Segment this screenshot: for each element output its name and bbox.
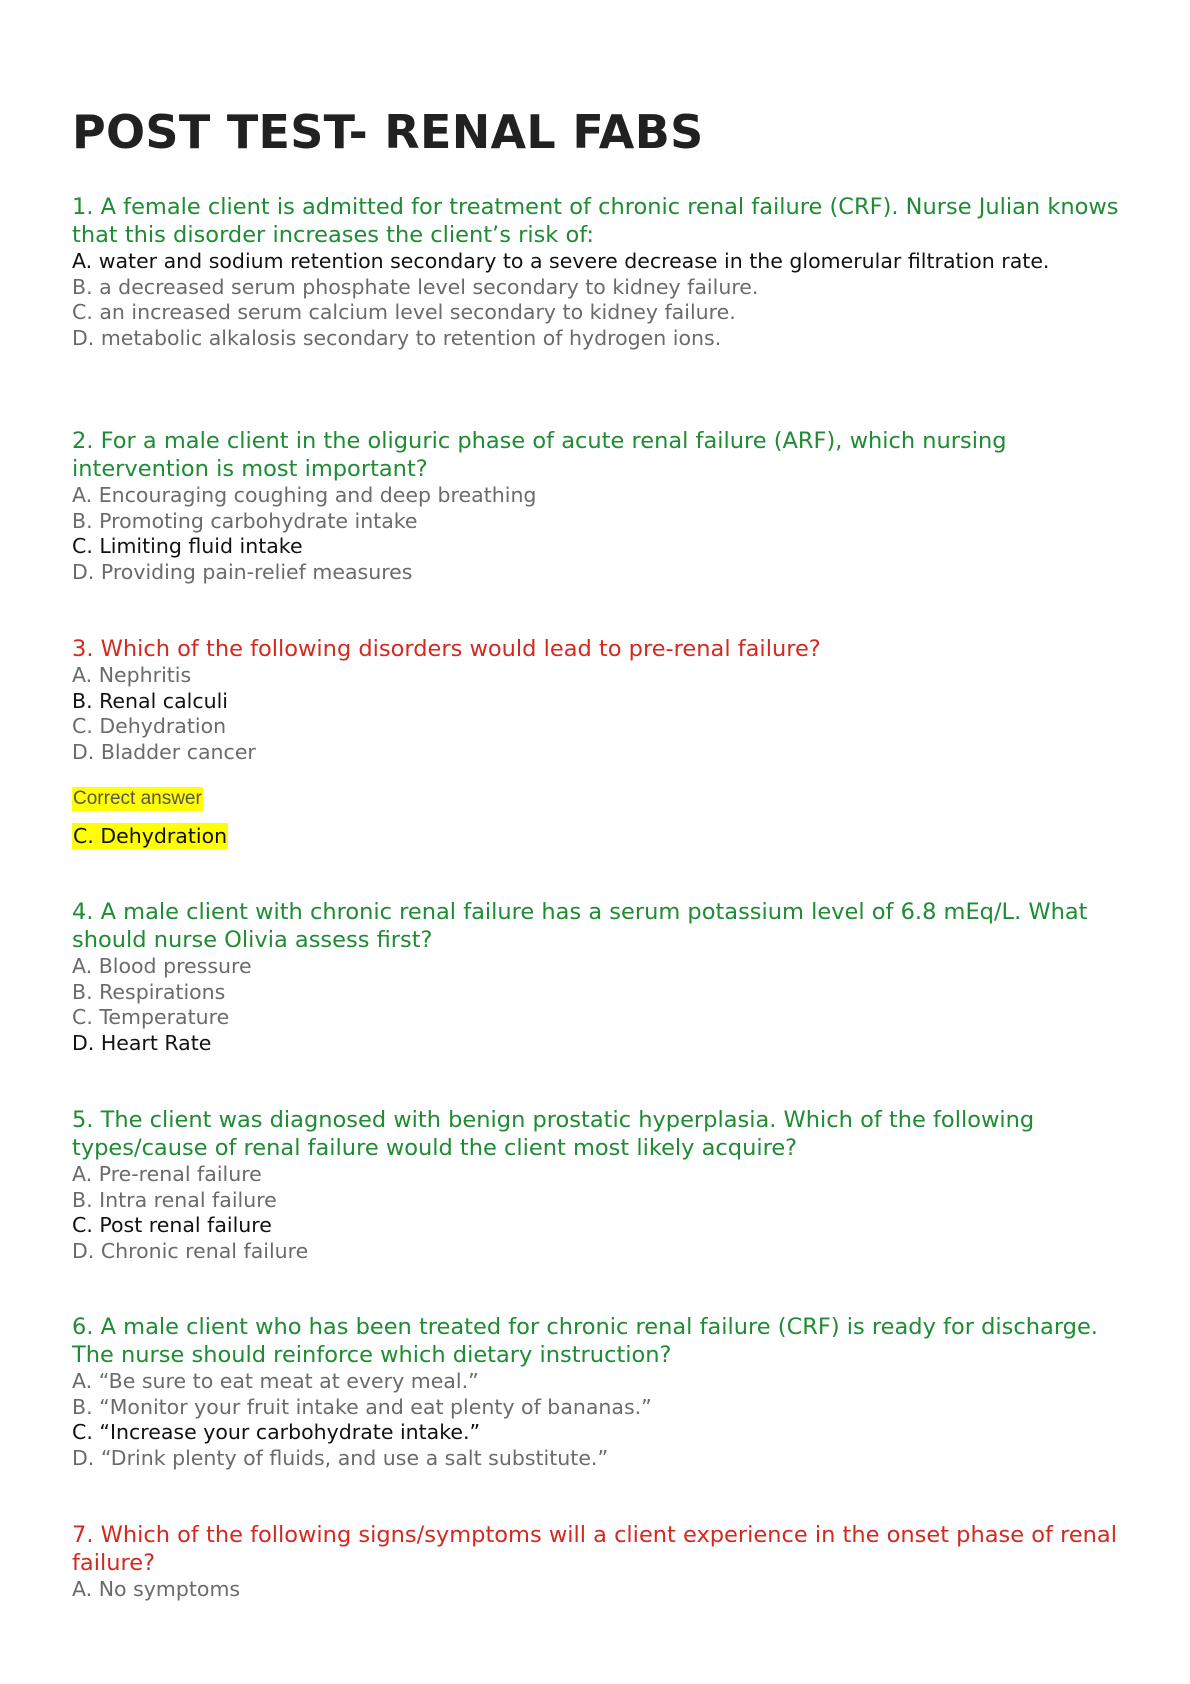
- question-text: 6. A male client who has been treated for chronic renal failure (CRF) is ready for discharge. The nurse should reinforce which dietary instruction?: [72, 1314, 1098, 1368]
- question-text: 3. Which of the following disorders would lead to pre-renal failure?: [72, 636, 821, 662]
- option-c: C. Dehydration: [72, 714, 227, 739]
- option-b: B. Intra renal failure: [72, 1187, 277, 1212]
- option-a: A. Pre-renal failure: [72, 1162, 262, 1186]
- option-b: B. “Monitor your fruit intake and eat plenty of bananas.”: [72, 1394, 652, 1419]
- question-4: [72, 898, 1132, 1056]
- question-6: [72, 1313, 1132, 1471]
- question-text: 7. Which of the following signs/symptoms will a client experience in the onset phase of renal failure?: [72, 1522, 1117, 1576]
- option-b: B. a decreased serum phosphate level secondary to kidney failure.: [72, 274, 759, 299]
- option-a: A. water and sodium retention secondary to a severe decrease in the glomerular filtration rate.: [72, 249, 1050, 273]
- option-c: C. Post renal failure: [72, 1213, 272, 1238]
- question-text: 5. The client was diagnosed with benign prostatic hyperplasia. Which of the following types/cause of renal failure would the client most likely acquire?: [72, 1107, 1035, 1161]
- page-title: POST TEST- RENAL FABS: [72, 105, 704, 159]
- option-b: B. Respirations: [72, 979, 226, 1004]
- question-2: [72, 427, 1132, 585]
- option-d: D. Heart Rate: [72, 1030, 212, 1055]
- question-1: [72, 193, 1132, 351]
- option-a: A. Nephritis: [72, 663, 192, 687]
- option-d: D. Chronic renal failure: [72, 1238, 309, 1263]
- question-7: [72, 1521, 1132, 1603]
- question-5: [72, 1106, 1132, 1264]
- correct-answer-value: C. Dehydration: [73, 824, 228, 848]
- option-c: C. Temperature: [72, 1005, 230, 1030]
- option-c: C. “Increase your carbohydrate intake.”: [72, 1420, 481, 1445]
- option-a: A. “Be sure to eat meat at every meal.”: [72, 1369, 479, 1393]
- question-text: 1. A female client is admitted for treatment of chronic renal failure (CRF). Nurse Julian knows that this disorder increases the client’s risk of:: [72, 194, 1119, 248]
- option-a: A. Blood pressure: [72, 954, 252, 978]
- option-c: C. an increased serum calcium level secondary to kidney failure.: [72, 300, 736, 325]
- option-d: D. Providing pain-relief measures: [72, 559, 413, 584]
- option-a: A. Encouraging coughing and deep breathing: [72, 483, 537, 507]
- option-b: B. Promoting carbohydrate intake: [72, 508, 418, 533]
- question-3: [72, 635, 1132, 765]
- option-c: C. Limiting fluid intake: [72, 534, 303, 559]
- question-text: 4. A male client with chronic renal failure has a serum potassium level of 6.8 mEq/L. What should nurse Olivia assess first?: [72, 899, 1088, 953]
- question-text: 2. For a male client in the oliguric phase of acute renal failure (ARF), which nursing intervention is most important?: [72, 428, 1007, 482]
- option-d: D. Bladder cancer: [72, 739, 256, 764]
- option-a: A. No symptoms: [72, 1577, 241, 1601]
- option-d: D. “Drink plenty of fluids, and use a salt substitute.”: [72, 1445, 609, 1470]
- correct-answer-label: Correct answer: [73, 788, 202, 809]
- option-b: B. Renal calculi: [72, 688, 228, 713]
- option-d: D. metabolic alkalosis secondary to retention of hydrogen ions.: [72, 325, 722, 350]
